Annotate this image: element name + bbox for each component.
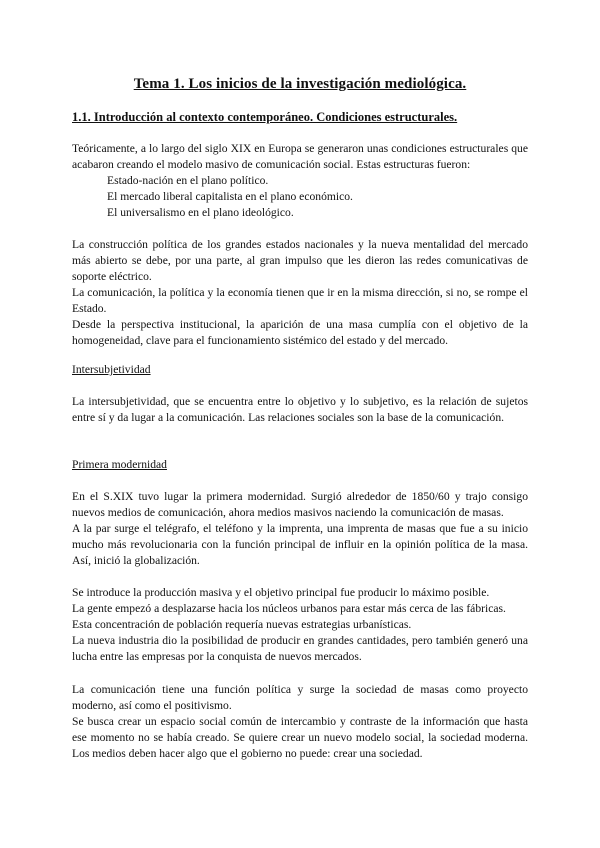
- list-item-mercado-liberal: El mercado liberal capitalista en el plano económico.: [107, 190, 353, 204]
- heading-primera-modernidad: Primera modernidad: [72, 458, 167, 471]
- section-heading-1-1: 1.1. Introducción al contexto contemporáneo. Condiciones estructurales.: [72, 110, 458, 124]
- paragraph-telegrafo: A la par surge el telégrafo, el teléfono y la imprenta, una imprenta de masas que fue a su inicio mucho más revolucionaria con la función principal de influir en la opinión política de la masa. Así, inició la globalización.: [72, 522, 528, 568]
- list-item-estado-nacion: Estado-nación en el plano político.: [107, 174, 269, 187]
- paragraph-perspectiva: Desde la perspectiva institucional, la aparición de una masa cumplía con el objetivo de la homogeneidad, clave para el funcionamiento sistémico del estado y del mercado.: [72, 318, 528, 348]
- paragraph-intro: Teóricamente, a lo largo del siglo XIX en Europa se generaron unas condiciones estructurales que acabaron creando el modelo masivo de comunicación social. Estas estructuras fueron:: [72, 142, 528, 172]
- heading-intersubjetividad: Intersubjetividad: [72, 363, 151, 376]
- paragraph-gente: La gente empezó a desplazarse hacia los núcleos urbanos para estar más cerca de las fábricas.: [72, 602, 506, 615]
- paragraph-intersubjetividad: La intersubjetividad, que se encuentra entre lo objetivo y lo subjetivo, es la relación de sujetos entre sí y da lugar a la comunicación. Las relaciones sociales son la base de la comunicación.: [72, 395, 528, 425]
- list-item-universalismo: El universalismo en el plano ideológico.: [107, 206, 294, 220]
- page-title: Tema 1. Los inicios de la investigación mediológica.: [133, 76, 467, 92]
- paragraph-comunicacion: La comunicación, la política y la economía tienen que ir en la misma dirección, si no, se rompe el Estado.: [72, 286, 528, 316]
- paragraph-produccion: Se introduce la producción masiva y el objetivo principal fue producir lo máximo posible.: [72, 586, 490, 599]
- paragraph-concentracion: Esta concentración de población requería nuevas estrategias urbanísticas.: [72, 618, 412, 631]
- paragraph-construccion: La construcción política de los grandes estados nacionales y la nueva mentalidad del mercado más abierto se debe, por una parte, al gran impulso que les dieron las redes comunicativas de soporte eléctrico.: [72, 238, 528, 284]
- paragraph-industria: La nueva industria dio la posibilidad de producir en grandes cantidades, pero también generó una lucha entre las empresas por la conquista de nuevos mercados.: [72, 634, 528, 664]
- structure-list: [107, 173, 353, 222]
- paragraph-funcion-politica: La comunicación tiene una función política y surge la sociedad de masas como proyecto moderno, así como el positivismo.: [72, 683, 528, 713]
- paragraph-sxix: En el S.XIX tuvo lugar la primera modernidad. Surgió alrededor de 1850/60 y trajo consigo nuevos medios de comunicación, ahora medios masivos naciendo la comunicación de masas.: [72, 490, 528, 520]
- paragraph-espacio-social: Se busca crear un espacio social común de intercambio y contraste de la información que hasta ese momento no se había creado. Se quiere crear un nuevo modelo social, la sociedad moderna. Los medios deben hacer algo que el gobierno no puede: crear una sociedad.: [72, 715, 528, 761]
